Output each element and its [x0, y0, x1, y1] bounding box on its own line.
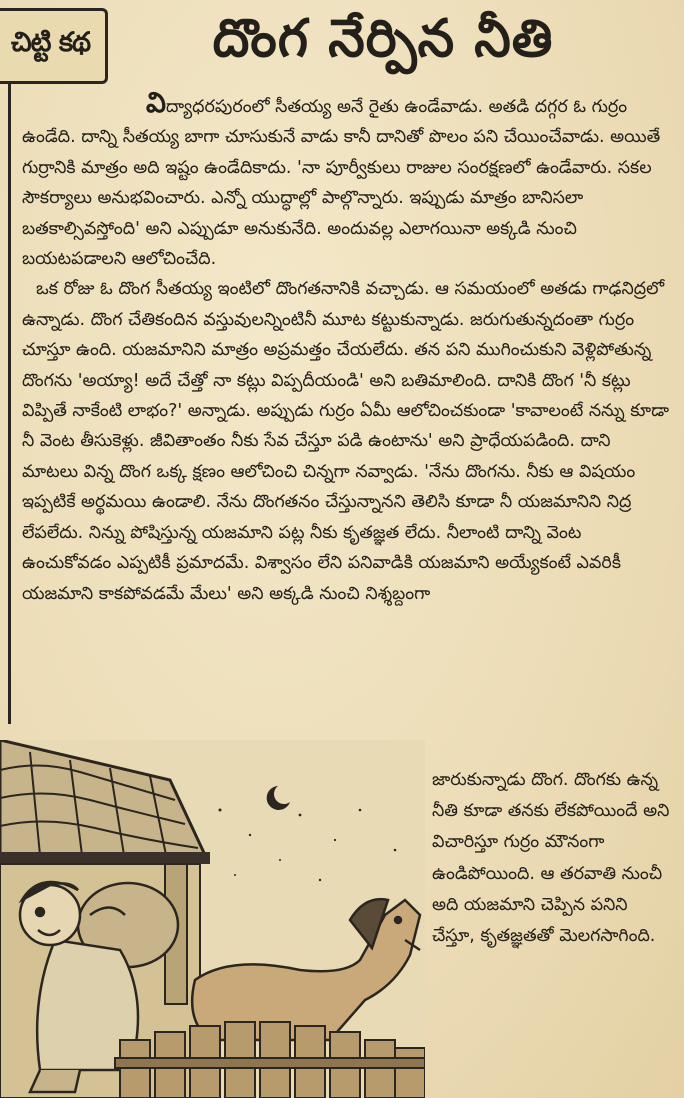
story-paragraph-1	[22, 88, 672, 274]
story-body	[22, 88, 672, 609]
drop-cap: వి	[146, 86, 166, 119]
paragraph-1-text: ద్యాధరపురంలో సీతయ్య అనే రైతు ఉండేవాడు. అతడి దగ్గర ఓ గుర్రం ఉండేది. దాన్ని సీతయ్య బాగా చూసుకునే వాడు కానీ దానితో పొలం పని చేయించేవాడు. అయితే గుర్రానికి మాత్రం అది ఇష్టం ఉండేదికాదు. 'నా పూర్వీకులు రాజుల సంరక్షణలో ఉండేవారు. సకల సౌకర్యాలు అనుభవించారు. ఎన్నో యుద్ధాల్లో పాల్గొన్నారు. ఇప్పుడు మాత్రం బానిసలా బతకాల్సివస్తోంది' అని ఎప్పుడూ అనుకునేది. అందువల్ల ఎలాగయినా అక్కడి నుంచి బయటపడాలని ఆలోచించేది.	[22, 97, 661, 270]
thief-and-horse-illustration	[0, 740, 425, 1098]
frame-divider	[8, 84, 11, 724]
section-tag: చిట్టి కథ	[0, 8, 108, 84]
story-title: దొంగ నేర్పిన నీతి	[212, 8, 554, 69]
story-column-continuation: జారుకున్నాడు దొంగ. దొంగకు ఉన్న నీతి కూడా తనకు లేకపోయిందే అని విచారిస్తూ గుర్రం మౌనంగా ఉండిపోయింది. ఆ తరవాతి నుంచీ అది యజమాని చెప్పిన పనిని చేస్తూ, కృతజ్ఞతతో మెలగసాగింది.	[432, 770, 670, 947]
story-paragraph-2: ఒక రోజు ఓ దొంగ సీతయ్య ఇంటిలో దొంగతనానికి వచ్చాడు. ఆ సమయంలో అతడు గాఢనిద్రలో ఉన్నాడు. దొంగ చేతికందిన వస్తువులన్నింటినీ మూట కట్టుకున్నాడు. జరుగుతున్నదంతా గుర్రం చూస్తూ ఉంది. యజమానిని మాత్రం అప్రమత్తం చేయలేదు. తన పని ముగించుకుని వెళ్లిపోతున్న దొంగను 'అయ్యా! అదే చేత్తో నా కట్లు విప్పదీయండి' అని బతిమాలింది. దానికి దొంగ 'నీ కట్లు విప్పితే నాకేంటి లాభం?' అన్నాడు. అప్పుడు గుర్రం ఏమీ ఆలోచించకుండా 'కావాలంటే నన్ను కూడా నీ వెంట తీసుకెళ్లు. జీవితాంతం నీకు సేవ చేస్తూ పడి ఉంటాను' అని ప్రాధేయపడింది. దాని మాటలు విన్న దొంగ ఒక్క క్షణం ఆలోచించి చిన్నగా నవ్వాడు. 'నేను దొంగను. నీకు ఆ విషయం ఇప్పటికే అర్థమయి ఉండాలి. నేను దొంగతనం చేస్తున్నానని తెలిసి కూడా నీ యజమానిని నిద్ర లేపలేదు. నిన్ను పోషిస్తున్న యజమాని పట్ల నీకు కృతజ్ఞత లేదు. నీలాంటి దాన్ని వెంట ఉంచుకోవడం ఎప్పటికీ ప్రమాదమే. విశ్వాసం లేని పనివాడికి యజమాని అయ్యేకంటే ఎవరికీ యజమాని కాకపోవడమే మేలు' అని అక్కడి నుంచి నిశ్శబ్దంగా	[22, 279, 669, 604]
